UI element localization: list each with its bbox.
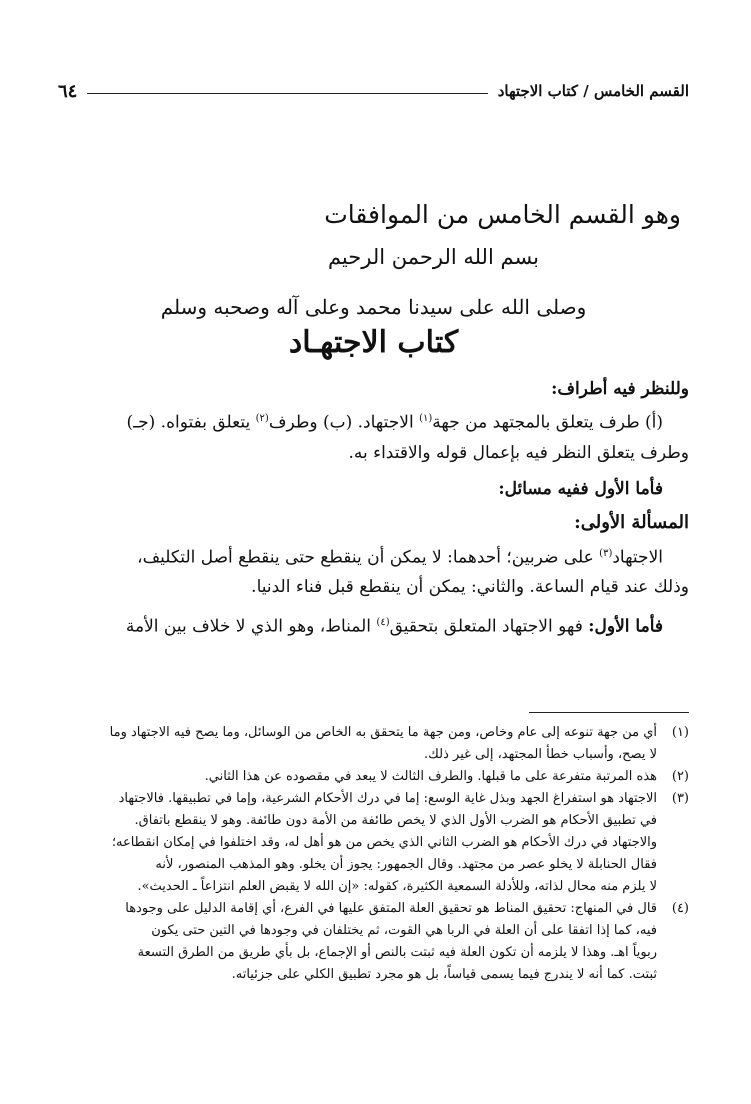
footnote-4 [58, 898, 689, 986]
atraf-continuation: وطرف يتعلق النظر فيه بإعمال قوله والاقتداء به. [348, 442, 689, 463]
atraf-text-1: (أ) طرف يتعلق بالمجتهد من جهة [432, 412, 663, 433]
footnote-line: هذه المرتبة متفرعة على ما قبلها. والطرف الثالث لا يبعد في مقصوده عن هذا الثاني. [204, 769, 657, 784]
footnote-ref-3: (٣) [599, 547, 613, 559]
para2-lead: فأما الأول: [588, 616, 663, 637]
footnote-1 [58, 722, 689, 766]
footnote-number: (٤) [671, 901, 689, 916]
book-title: كتاب الاجتهـاد [288, 325, 459, 360]
masala-title: المسألة الأولى: [574, 511, 689, 533]
footnote-line: في تطبيق الأحكام هو الضرب الأول الذي لا يخص طائفة من الأمة دون طائفة. وهو لا ينقطع باتفاق. [134, 813, 657, 828]
paragraph-2 [58, 608, 689, 642]
footnote-line: لا يلزم منه محال لذاته، وللأدلة السمعية الكثيرة، كقوله: «إن الله لا يقبض العلم انتزاعاً ـ الحديث». [137, 879, 657, 894]
footnotes [58, 722, 689, 986]
footnote-line: أي من جهة تنوعه إلى عام وخاص، ومن جهة ما يتحقق به الخاص من الوسائل، وما يصح فيه الاجتهاد وما [109, 725, 657, 740]
header-rule [87, 93, 487, 94]
footnote-number: (١) [671, 725, 689, 740]
footnote-line: قال في المنهاج: تحقيق المناط هو تحقيق العلة المتفق عليها في الفرع، أي إقامة الدليل على وجودها [125, 901, 657, 916]
para2-text-a: فهو الاجتهاد المتعلق بتحقيق [389, 616, 589, 637]
footnote-rule [529, 712, 689, 713]
footnote-number: (٢) [671, 769, 689, 784]
section-line: وهو القسم الخامس من الموافقات [324, 200, 681, 229]
atraf-paragraph [58, 404, 689, 438]
atraf-text-3: يتعلق بفتواه. (جـ) [126, 412, 256, 433]
para1-text-a: الاجتهاد [612, 547, 663, 568]
running-title: القسم الخامس / كتاب الاجتهاد [497, 82, 689, 100]
footnote-number: (٣) [671, 791, 689, 806]
footnote-line: الاجتهاد هو استفراغ الجهد وبذل غاية الوسع: إما في درك الأحكام الشرعية، وإما في تطبيقها. فالاجتهاد [118, 791, 657, 806]
basmala: بسم الله الرحمن الرحيم [327, 245, 540, 269]
para1-text-b: على ضربين؛ أحدهما: لا يمكن أن ينقطع حتى ينقطع أصل التكليف، [137, 547, 600, 568]
footnote-line: والاجتهاد في درك الأحكام هو الضرب الثاني الذي يخص من هو أهل له، وقد اختلفوا في إمكان انقطاعه؛ [111, 835, 657, 850]
intro-line: وللنظر فيه أطراف: [551, 379, 689, 399]
salat-line: وصلى الله على سيدنا محمد وعلى آله وصحبه وسلم [160, 295, 587, 319]
footnote-line: لا يصح، وأسباب خطأ المجتهد، إلى غير ذلك. [424, 747, 657, 762]
footnote-3 [58, 788, 689, 898]
main-text [58, 200, 689, 642]
footnote-ref-2: (٢) [255, 413, 269, 424]
first-part-line: فأما الأول ففيه مسائل: [498, 478, 663, 499]
footnote-2 [58, 766, 689, 788]
page-number: ٦٤ [58, 80, 78, 102]
para2-text-b: المناط، وهو الذي لا خلاف بين الأمة [125, 616, 377, 637]
footnote-ref-4: (٤) [376, 617, 390, 629]
atraf-text-2: الاجتهاد. (ب) وطرف [268, 412, 420, 433]
footnote-line: فقال الحنابلة لا يخلو عصر من مجتهد. وقال الجمهور: يجوز أن يخلو. وهو المذهب المنصور، لأنه [155, 857, 657, 872]
paragraph-1-continuation: وذلك عند قيام الساعة. والثاني: يمكن أن ينقطع قبل فناء الدنيا. [251, 577, 689, 598]
footnote-ref-1: (١) [419, 413, 433, 424]
footnote-line: ثبتت. كما أنه لا يندرج فيما يسمى قياساً، بل هو مجرد تطبيق الكلي على جزئياته. [231, 967, 657, 982]
running-header [58, 78, 689, 104]
paragraph-1 [58, 539, 689, 573]
footnote-line: فيه، كما إذا اتفقا على أن العلة في الربا هي القوت، ثم يختلفان في وجودها في التين حتى يكون [151, 923, 657, 938]
footnote-line: ربوياً اهـ. وهذا لا يلزمه أن تكون العلة فيه ثبتت بالنص أو الإجماع، بل بأي طريق من الطرق التسعة [137, 945, 657, 960]
